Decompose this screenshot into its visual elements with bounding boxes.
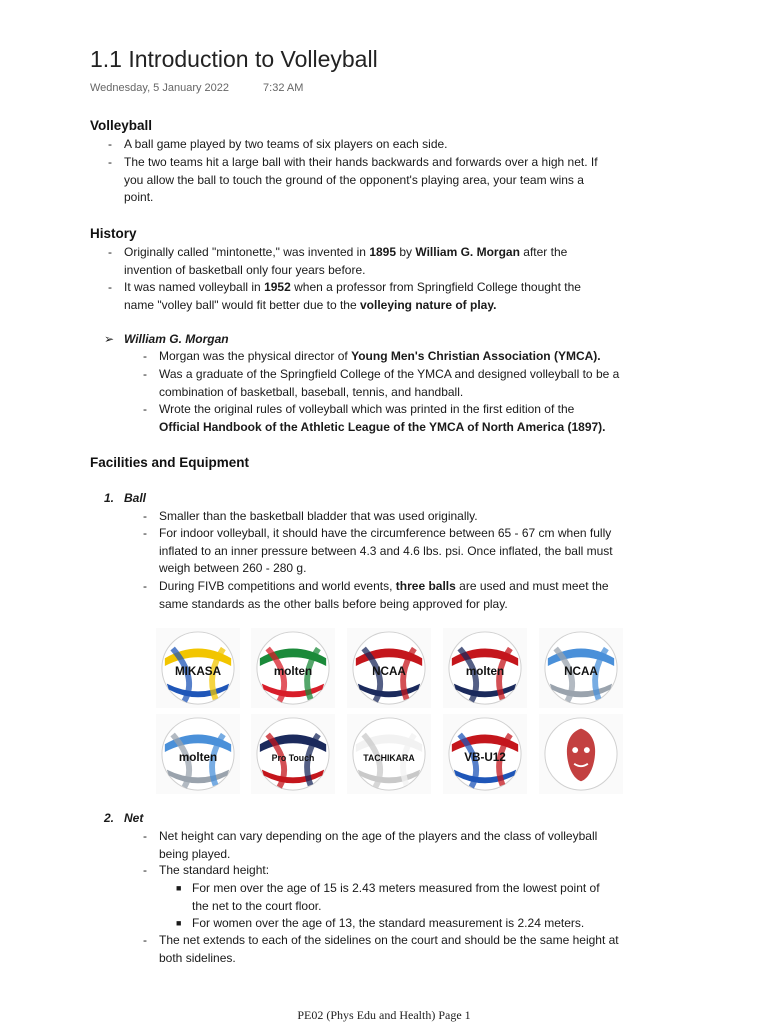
ball-mikasa-yellow-blue-image bbox=[156, 628, 240, 708]
ball-super-touch-blue-image bbox=[156, 714, 240, 794]
bullet-dash: - bbox=[143, 579, 147, 593]
bullet-dash: - bbox=[143, 863, 147, 877]
volleyball-item-1: A ball game played by two teams of six players on each side. bbox=[124, 137, 448, 151]
ball-wilson-face-image bbox=[539, 714, 623, 794]
bullet-dash: - bbox=[143, 349, 147, 363]
arrow-bullet-icon: ➢ bbox=[104, 332, 115, 346]
history-item-2: It was named volleyball in 1952 when a professor from Springfield College thought the name "volley ball" would fit better due to the volleying nature of play. bbox=[124, 280, 581, 312]
volleyball-item-2: The two teams hit a large ball with their hands backwards and forwards over a high net. If you allow the ball to touch the ground of the opponent's playing area, your team wins a point. bbox=[124, 155, 598, 205]
page-time: 7:32 AM bbox=[263, 82, 304, 94]
history-item-1: Originally called "mintonette," was invented in 1895 by William G. Morgan after the invention of basketball only four years before. bbox=[124, 245, 568, 277]
net-item-2: The standard height: bbox=[159, 863, 270, 877]
ball-brand-label: NCAA bbox=[372, 664, 406, 678]
ball-item-1: Smaller than the basketball bladder that was used originally. bbox=[159, 509, 478, 523]
ball-brand-label: VB-U12 bbox=[464, 750, 506, 764]
ball-ncaa-red-navy-image bbox=[347, 628, 431, 708]
morgan-item-1: Morgan was the physical director of Young Men's Christian Association (YMCA). bbox=[159, 349, 601, 363]
ball-tachikara-white-image bbox=[347, 714, 431, 794]
ball-molten-green-red-image bbox=[251, 628, 335, 708]
bullet-dash: - bbox=[108, 155, 112, 169]
bullet-dash: - bbox=[143, 402, 147, 416]
ball-brand-label: molten bbox=[273, 664, 313, 678]
bullet-dash: - bbox=[143, 509, 147, 523]
heading-history: History bbox=[90, 226, 137, 241]
ball-brand-label: Pro Touch bbox=[271, 752, 315, 763]
ball-brand-label: MIKASA bbox=[174, 664, 222, 678]
net-item-1: Net height can vary depending on the age of the players and the class of volleyball being played. bbox=[159, 829, 598, 861]
bullet-dash: - bbox=[143, 933, 147, 947]
morgan-label: William G. Morgan bbox=[124, 332, 229, 346]
ball-item-3: During FIVB competitions and world events, three balls are used and must meet the same standards as the other balls before being approved for play. bbox=[159, 579, 609, 611]
ball-number: 1. bbox=[104, 491, 115, 505]
ball-brand-label: molten bbox=[178, 750, 218, 764]
heading-volleyball: Volleyball bbox=[90, 118, 153, 133]
page-footer: PE02 (Phys Edu and Health) Page 1 bbox=[297, 1008, 471, 1022]
ball-brand-label: NCAA bbox=[564, 664, 598, 678]
page-date-time bbox=[90, 82, 303, 94]
bullet-dash: - bbox=[108, 245, 112, 259]
ball-item-2: For indoor volleyball, it should have the circumference between 65 - 67 cm when fully inflated to an inner pressure between 4.3 and 4.6 lbs. psi. Once inflated, the ball must weigh between 260 - 280 g. bbox=[159, 526, 613, 576]
bullet-dash: - bbox=[143, 526, 147, 540]
ball-molten-red-navy-image bbox=[443, 628, 527, 708]
ball-pro-touch-navy-red-image bbox=[251, 714, 335, 794]
bullet-dash: - bbox=[143, 367, 147, 381]
square-bullet-icon: ■ bbox=[176, 883, 182, 893]
morgan-item-2: Was a graduate of the Springfield College of the YMCA and designed volleyball to be a combination of basketball, baseball, tennis, and handball. bbox=[159, 367, 620, 399]
page-title: 1.1 Introduction to Volleyball bbox=[90, 46, 378, 72]
net-item-3: The net extends to each of the sidelines on the court and should be the same height at both sidelines. bbox=[159, 933, 619, 965]
bullet-dash: - bbox=[108, 137, 112, 151]
ball-vb-u12-red-blue-image bbox=[443, 714, 527, 794]
volleyball-image-grid bbox=[156, 626, 626, 796]
net-sub-item-2: For women over the age of 13, the standard measurement is 2.24 meters. bbox=[192, 916, 585, 930]
bullet-dash: - bbox=[108, 280, 112, 294]
morgan-item-3: Wrote the original rules of volleyball which was printed in the first edition of the Official Handbook of the Athletic League of the YMCA of North America (1897). bbox=[159, 402, 606, 434]
square-bullet-icon: ■ bbox=[176, 918, 182, 928]
page-date: Wednesday, 5 January 2022 bbox=[90, 82, 230, 94]
ball-brand-label: molten bbox=[465, 664, 505, 678]
net-sub-item-1: For men over the age of 15 is 2.43 meters measured from the lowest point of the net to the court floor. bbox=[192, 881, 600, 913]
ball-label: Ball bbox=[124, 491, 147, 505]
ball-molten-ncaa-blue-image bbox=[539, 628, 623, 708]
heading-facilities: Facilities and Equipment bbox=[90, 455, 250, 470]
bullet-dash: - bbox=[143, 829, 147, 843]
ball-brand-label: TACHIKARA bbox=[363, 752, 415, 763]
net-number: 2. bbox=[104, 811, 115, 825]
net-label: Net bbox=[124, 811, 144, 825]
